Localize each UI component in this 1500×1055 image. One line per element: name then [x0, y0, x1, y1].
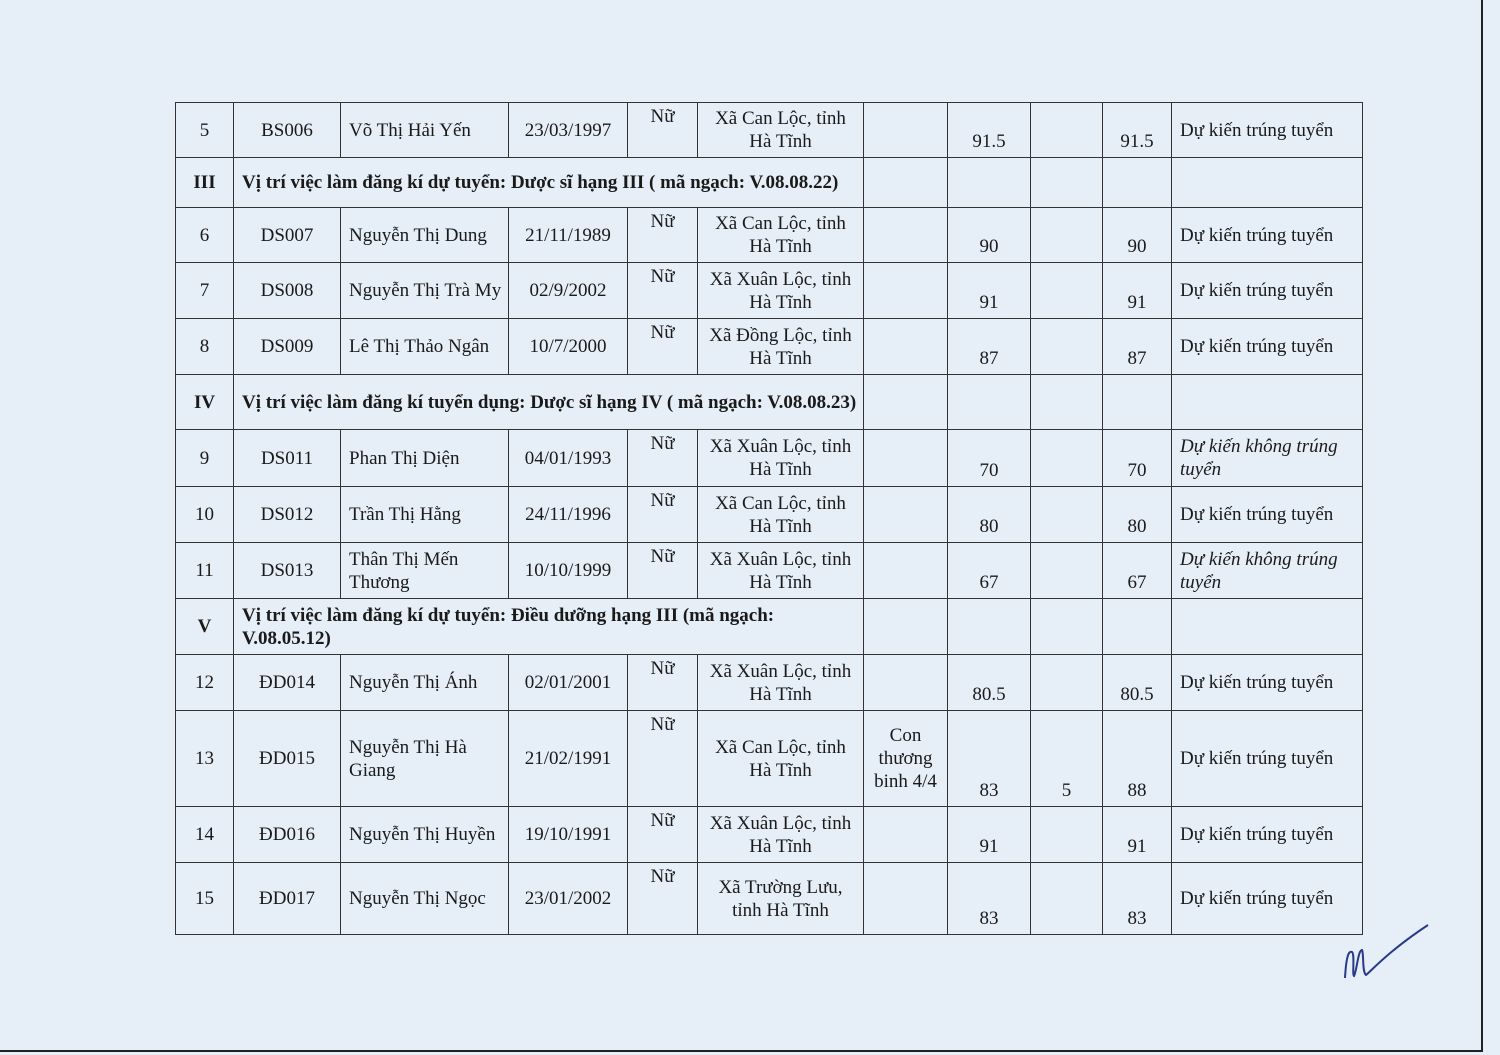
- sex-cell: Nữ: [628, 487, 698, 543]
- result-cell: Dự kiến trúng tuyển: [1172, 807, 1363, 863]
- dob-cell: 10/10/1999: [509, 543, 628, 599]
- score-cell: 91: [948, 263, 1031, 319]
- result-cell: Dự kiến trúng tuyển: [1172, 103, 1363, 158]
- score-cell: 90: [948, 208, 1031, 263]
- table-row: [176, 319, 1363, 375]
- table-row: [176, 711, 1363, 807]
- empty-cell: [948, 599, 1031, 655]
- bonus-cell: [1031, 430, 1103, 487]
- code-cell: ĐD015: [234, 711, 341, 807]
- code-cell: DS013: [234, 543, 341, 599]
- stt-cell: 13: [176, 711, 234, 807]
- score-cell: 83: [948, 711, 1031, 807]
- address-cell: Xã Can Lộc, tỉnh Hà Tĩnh: [698, 711, 864, 807]
- result-cell: Dự kiến trúng tuyển: [1172, 863, 1363, 935]
- address-cell: Xã Xuân Lộc, tỉnh Hà Tĩnh: [698, 655, 864, 711]
- empty-cell: [864, 375, 948, 430]
- total-cell: 91.5: [1103, 103, 1172, 158]
- total-cell: 87: [1103, 319, 1172, 375]
- results-table: [175, 102, 1363, 935]
- priority-cell: [864, 655, 948, 711]
- section-roman: III: [176, 158, 234, 208]
- dob-cell: 24/11/1996: [509, 487, 628, 543]
- stt-cell: 7: [176, 263, 234, 319]
- stt-cell: 15: [176, 863, 234, 935]
- score-cell: 87: [948, 319, 1031, 375]
- empty-cell: [948, 375, 1031, 430]
- score-cell: 80.5: [948, 655, 1031, 711]
- address-cell: Xã Xuân Lộc, tỉnh Hà Tĩnh: [698, 807, 864, 863]
- section-roman: V: [176, 599, 234, 655]
- empty-cell: [1103, 599, 1172, 655]
- address-cell: Xã Xuân Lộc, tỉnh Hà Tĩnh: [698, 263, 864, 319]
- empty-cell: [1031, 375, 1103, 430]
- sex-cell: Nữ: [628, 208, 698, 263]
- code-cell: DS011: [234, 430, 341, 487]
- code-cell: DS007: [234, 208, 341, 263]
- stt-cell: 5: [176, 103, 234, 158]
- bonus-cell: 5: [1031, 711, 1103, 807]
- empty-cell: [1172, 599, 1363, 655]
- sex-cell: Nữ: [628, 263, 698, 319]
- empty-cell: [1103, 158, 1172, 208]
- code-cell: ĐD014: [234, 655, 341, 711]
- name-cell: Nguyễn Thị Ngọc: [341, 863, 509, 935]
- name-cell: Trần Thị Hằng: [341, 487, 509, 543]
- priority-cell: [864, 430, 948, 487]
- stt-cell: 10: [176, 487, 234, 543]
- priority-cell: [864, 208, 948, 263]
- code-cell: DS012: [234, 487, 341, 543]
- empty-cell: [948, 158, 1031, 208]
- code-cell: DS008: [234, 263, 341, 319]
- code-cell: DS009: [234, 319, 341, 375]
- total-cell: 83: [1103, 863, 1172, 935]
- dob-cell: 02/9/2002: [509, 263, 628, 319]
- table-row: [176, 263, 1363, 319]
- bonus-cell: [1031, 543, 1103, 599]
- section-header-row: [176, 375, 1363, 430]
- signature-initials: [1340, 920, 1435, 985]
- bonus-cell: [1031, 807, 1103, 863]
- result-cell: Dự kiến trúng tuyển: [1172, 711, 1363, 807]
- bonus-cell: [1031, 208, 1103, 263]
- dob-cell: 21/02/1991: [509, 711, 628, 807]
- total-cell: 80.5: [1103, 655, 1172, 711]
- total-cell: 80: [1103, 487, 1172, 543]
- name-cell: Võ Thị Hải Yến: [341, 103, 509, 158]
- priority-cell: [864, 807, 948, 863]
- code-cell: ĐD017: [234, 863, 341, 935]
- table-row: [176, 487, 1363, 543]
- bonus-cell: [1031, 103, 1103, 158]
- name-cell: Nguyễn Thị Huyền: [341, 807, 509, 863]
- priority-cell: [864, 319, 948, 375]
- result-cell: Dự kiến trúng tuyển: [1172, 487, 1363, 543]
- score-cell: 67: [948, 543, 1031, 599]
- sex-cell: Nữ: [628, 655, 698, 711]
- priority-cell: [864, 103, 948, 158]
- total-cell: 67: [1103, 543, 1172, 599]
- code-cell: BS006: [234, 103, 341, 158]
- dob-cell: 19/10/1991: [509, 807, 628, 863]
- dob-cell: 04/01/1993: [509, 430, 628, 487]
- empty-cell: [1172, 375, 1363, 430]
- address-cell: Xã Xuân Lộc, tỉnh Hà Tĩnh: [698, 430, 864, 487]
- sex-cell: Nữ: [628, 319, 698, 375]
- bonus-cell: [1031, 487, 1103, 543]
- score-cell: 91.5: [948, 103, 1031, 158]
- section-header-row: [176, 599, 1363, 655]
- name-cell: Lê Thị Thảo Ngân: [341, 319, 509, 375]
- dob-cell: 23/01/2002: [509, 863, 628, 935]
- score-cell: 91: [948, 807, 1031, 863]
- priority-cell: [864, 863, 948, 935]
- empty-cell: [1031, 599, 1103, 655]
- priority-cell: [864, 543, 948, 599]
- code-cell: ĐD016: [234, 807, 341, 863]
- table-row: [176, 863, 1363, 935]
- dob-cell: 21/11/1989: [509, 208, 628, 263]
- result-cell: Dự kiến không trúng tuyển: [1172, 543, 1363, 599]
- empty-cell: [864, 158, 948, 208]
- result-cell: Dự kiến trúng tuyển: [1172, 319, 1363, 375]
- name-cell: Nguyễn Thị Hà Giang: [341, 711, 509, 807]
- stt-cell: 9: [176, 430, 234, 487]
- table-row: [176, 208, 1363, 263]
- stt-cell: 12: [176, 655, 234, 711]
- result-cell: Dự kiến trúng tuyển: [1172, 655, 1363, 711]
- empty-cell: [1031, 158, 1103, 208]
- total-cell: 91: [1103, 807, 1172, 863]
- section-title: Vị trí việc làm đăng kí tuyển dụng: Dược sĩ hạng IV ( mã ngạch: V.08.08.23): [234, 375, 864, 430]
- table-row: [176, 430, 1363, 487]
- name-cell: Thân Thị Mến Thương: [341, 543, 509, 599]
- total-cell: 88: [1103, 711, 1172, 807]
- name-cell: Phan Thị Diện: [341, 430, 509, 487]
- empty-cell: [864, 599, 948, 655]
- score-cell: 83: [948, 863, 1031, 935]
- stt-cell: 11: [176, 543, 234, 599]
- table-row: [176, 655, 1363, 711]
- stt-cell: 8: [176, 319, 234, 375]
- address-cell: Xã Xuân Lộc, tỉnh Hà Tĩnh: [698, 543, 864, 599]
- name-cell: Nguyễn Thị Ánh: [341, 655, 509, 711]
- name-cell: Nguyễn Thị Dung: [341, 208, 509, 263]
- priority-cell: [864, 263, 948, 319]
- section-title: Vị trí việc làm đăng kí dự tuyển: Điều dưỡng hạng III (mã ngạch: V.08.05.12): [234, 599, 864, 655]
- sex-cell: Nữ: [628, 430, 698, 487]
- total-cell: 90: [1103, 208, 1172, 263]
- section-roman: IV: [176, 375, 234, 430]
- table-row: [176, 543, 1363, 599]
- empty-cell: [1103, 375, 1172, 430]
- result-cell: Dự kiến trúng tuyển: [1172, 208, 1363, 263]
- total-cell: 91: [1103, 263, 1172, 319]
- empty-cell: [1172, 158, 1363, 208]
- sex-cell: Nữ: [628, 103, 698, 158]
- result-cell: Dự kiến không trúng tuyển: [1172, 430, 1363, 487]
- priority-cell: Con thương binh 4/4: [864, 711, 948, 807]
- stt-cell: 14: [176, 807, 234, 863]
- score-cell: 80: [948, 487, 1031, 543]
- sex-cell: Nữ: [628, 543, 698, 599]
- name-cell: Nguyễn Thị Trà My: [341, 263, 509, 319]
- score-cell: 70: [948, 430, 1031, 487]
- dob-cell: 10/7/2000: [509, 319, 628, 375]
- sex-cell: Nữ: [628, 863, 698, 935]
- bonus-cell: [1031, 655, 1103, 711]
- address-cell: Xã Can Lộc, tỉnh Hà Tĩnh: [698, 103, 864, 158]
- bonus-cell: [1031, 263, 1103, 319]
- result-cell: Dự kiến trúng tuyển: [1172, 263, 1363, 319]
- address-cell: Xã Can Lộc, tỉnh Hà Tĩnh: [698, 208, 864, 263]
- address-cell: Xã Can Lộc, tỉnh Hà Tĩnh: [698, 487, 864, 543]
- bonus-cell: [1031, 319, 1103, 375]
- address-cell: Xã Trường Lưu, tỉnh Hà Tĩnh: [698, 863, 864, 935]
- section-title: Vị trí việc làm đăng kí dự tuyển: Dược sĩ hạng III ( mã ngạch: V.08.08.22): [234, 158, 864, 208]
- priority-cell: [864, 487, 948, 543]
- dob-cell: 02/01/2001: [509, 655, 628, 711]
- dob-cell: 23/03/1997: [509, 103, 628, 158]
- sex-cell: Nữ: [628, 807, 698, 863]
- stt-cell: 6: [176, 208, 234, 263]
- sex-cell: Nữ: [628, 711, 698, 807]
- bonus-cell: [1031, 863, 1103, 935]
- section-header-row: [176, 158, 1363, 208]
- total-cell: 70: [1103, 430, 1172, 487]
- table-row: [176, 807, 1363, 863]
- table-row: [176, 103, 1363, 158]
- address-cell: Xã Đồng Lộc, tỉnh Hà Tĩnh: [698, 319, 864, 375]
